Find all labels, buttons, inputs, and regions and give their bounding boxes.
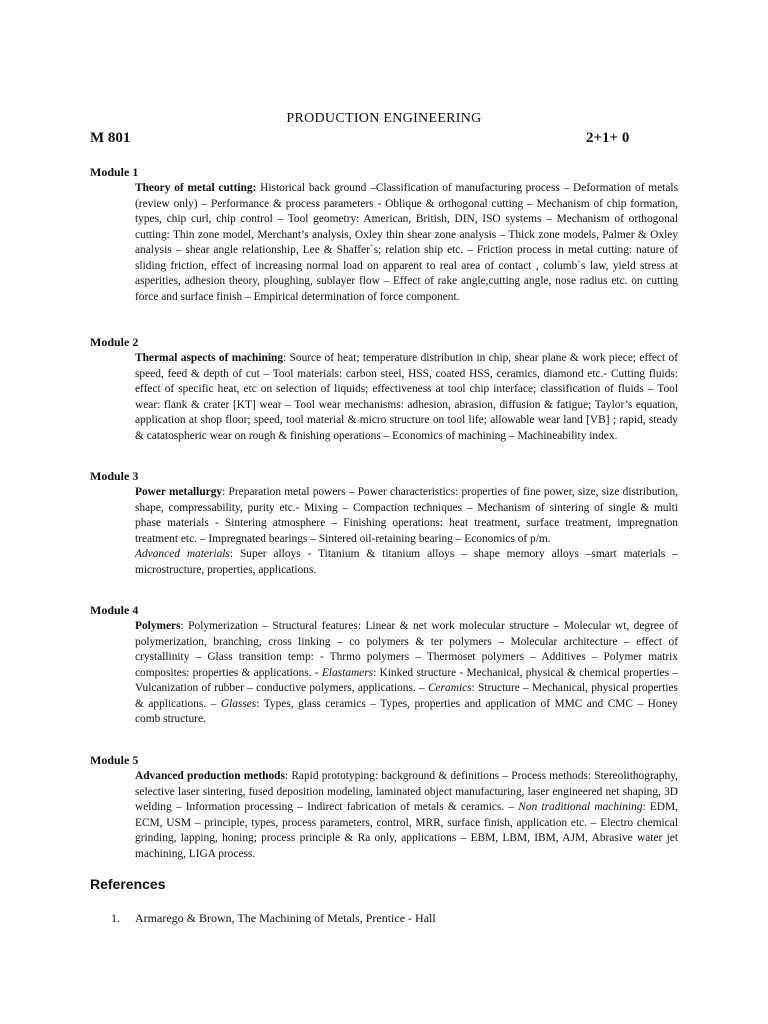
module-topic-title: Polymers [135, 620, 181, 632]
module-heading: Module 5 [90, 753, 139, 767]
module-heading: Module 3 [90, 469, 139, 483]
module-topic-text: : Polymerization – Structural features: Linear & net work molecular structure – Molecular wt, degree of polymerization, branching, cross linking – co polymers & ter polymers – Molecular architecture – effect of crystallinity – Glass transition temp: - Thrmo polymers – Thermoset polymers – Additives – Polymer matrix composites: properties & applications. - [135, 620, 678, 679]
module-topic-title: Thermal aspects of machining [135, 352, 284, 364]
reference-text: Armarego & Brown, The Machining of Metals, Prentice - Hall [135, 911, 436, 925]
module-heading: Module 1 [90, 165, 139, 179]
elastomers-text: : Kinked structure - Mechanical, physical & chemical properties – Vulcanization of rubber – conductive polymers, applications. – [135, 666, 678, 694]
references-heading: References [90, 876, 166, 892]
glasses-text: : Types, glass ceramics – Types, properties and application of MMC and CMC – Honey comb structure. [135, 697, 679, 725]
module-body [135, 619, 678, 728]
list-item [111, 911, 436, 926]
module-2 [90, 335, 678, 444]
module-topic-text: : Preparation metal powers – Power characteristics: properties of fine power, size, size distribution, shape, compressability, purity etc.- Mixing – Compaction techniques – Mechanism of sintering of single & multi phase materials - Sintering atmosphere – Finishing operations: heat treatment, surface treatment, impregnation treatment etc. – Impregnated bearings – Sintered oil-retaining bearing – Economics of p/m. [135, 486, 679, 545]
module-topic-title: Power metallurgy [135, 486, 223, 498]
module-topic-text: : Source of heat; temperature distribution in chip, shear plane & work piece; effect of speed, feed & depth of cut – Tool materials: carbon steel, HSS, coated HSS, ceramics, diamond etc.- Cutting fluids: effect of specific heat, etc on selection of liquids; effectiveness at tool chip interface; classification of fluids – Tool wear: flank & crater [KT] wear – Tool wear mechanisms: adhesion, abrasion, diffusion & fatigue; Taylor’s equation, application at shop floor; speed, tool material & micro structure on tool life; allowable wear land [VB] ; rapid, steady & catatospheric wear on rough & finishing operations – Economics of machining – Machineability index. [135, 352, 678, 442]
module-body [135, 769, 678, 862]
references-list [111, 911, 436, 926]
reference-number: 1. [111, 911, 120, 925]
module-topic-title: Advanced production methods [135, 770, 285, 782]
ceramics-text: : Structure – Mechanical, physical properties & applications. – [135, 682, 678, 710]
module-4 [90, 603, 678, 728]
module-5 [90, 753, 678, 862]
module-topic-text: Historical back ground –Classification of manufacturing process – Deformation of metals (review only) – Performance & process parameters - Oblique & orthogonal cutting – Mechanism of chip formation, types, chip curl, chip control – Tool geometry: American, British, DIN, ISO systems – Mechanism of orthogonal cutting: Thin zone model, Merchant’s analysis, Oxley thin shear zone analysis – Thick zone models, Palmer & Oxley analysis – shear angle relationship, Lee & Shaffer`s; relation ship etc. – Friction process in metal cutting: nature of sliding friction, effect of increasing normal load on apparent to real area of contact , columb`s law, yield stress at asperities, adhesion theory, ploughing, sublayer flow – Effect of rake angle,cutting angle, nose radius etc. on cutting force and surface finish – Empirical determination of force component. [135, 182, 679, 303]
module-subtopic-text: : Super alloys - Titanium & titanium alloys – shape memory alloys –smart materials – microstructure, properties, applications. [135, 548, 678, 576]
course-credits: 2+1+ 0 [586, 130, 630, 146]
module-heading: Module 4 [90, 603, 139, 617]
module-topic-text: : Rapid prototyping: background & definitions – Process methods: Stereolithography, selective laser sintering, fused deposition modeling, laminated object manufacturing, laser engineered net shaping, 3D welding – Information processing – Indirect fabrication of metals & ceramics. – [135, 770, 678, 813]
module-topic-title: Theory of metal cutting: [135, 182, 257, 194]
page-title: PRODUCTION ENGINEERING [286, 111, 482, 126]
ceramics-title: Ceramics [427, 682, 472, 694]
module-body [135, 485, 678, 578]
module-body [135, 351, 678, 444]
module-body [135, 181, 678, 305]
non-traditional-machining-text: : EDM, ECM, USM – principle, types, process parameters, control, MRR, surface finish, application etc. – Electro chemical grinding, lapping, honing; process principle & Ra only, applications – EBM, LBM, IBM, AJM, Abrasive water jet machining, LIGA process. [135, 801, 678, 860]
elastomers-title: Elastamers [321, 666, 374, 679]
non-traditional-machining-title: Non traditional machining [518, 801, 643, 813]
glasses-title: Glasses [220, 697, 257, 710]
module-subtopic-title: Advanced materials [135, 548, 230, 560]
module-heading: Module 2 [90, 335, 139, 349]
course-code: M 801 [90, 130, 131, 146]
module-1 [90, 165, 678, 305]
module-3 [90, 469, 678, 578]
